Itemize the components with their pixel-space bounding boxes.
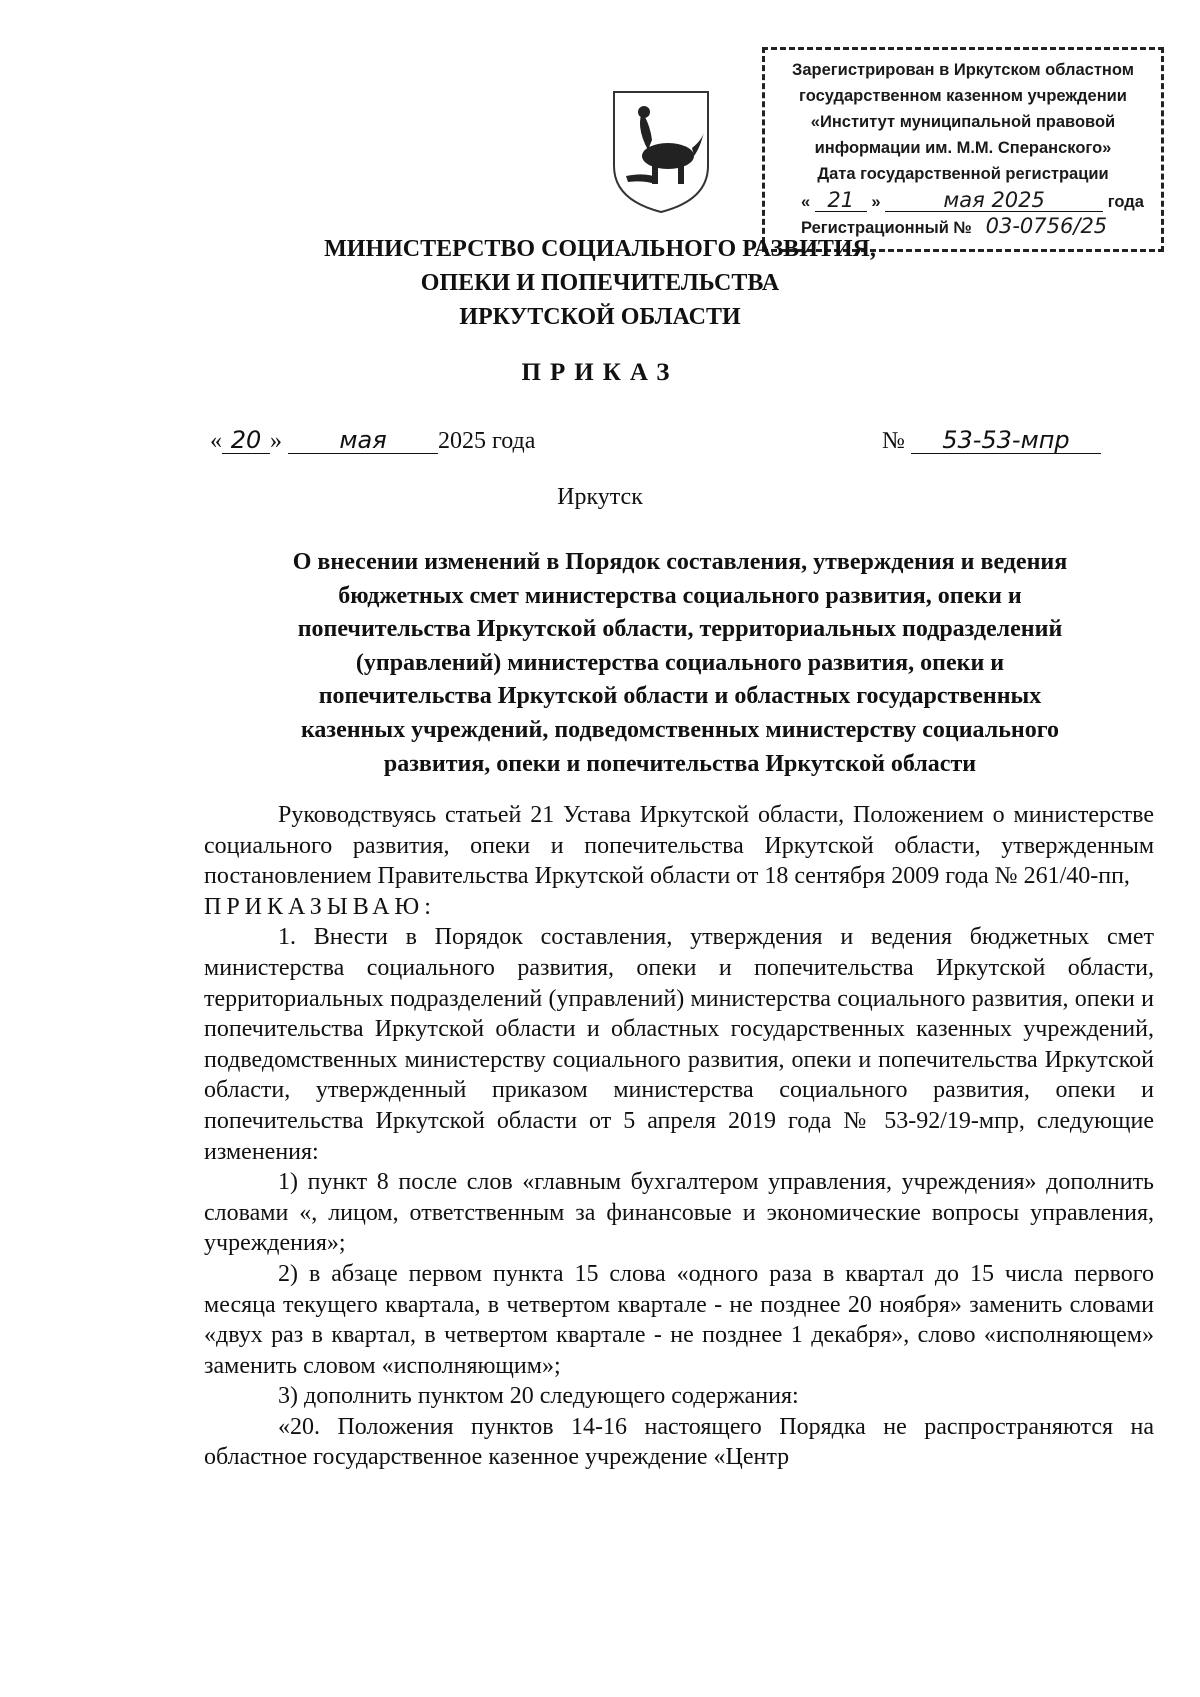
title-line-7: развития, опеки и попечительства Иркутской области [383,750,977,777]
order-number [882,426,1101,456]
order-number-value: 53-53-мпр [911,427,1101,454]
stamp-reg-label: Регистрационный № [801,219,972,237]
ministry-line-3: ИРКУТСКОЙ ОБЛАСТИ [459,304,741,330]
order-city: Иркутск [557,484,643,510]
stamp-date-day: 21 [815,189,867,212]
title-line-3: попечительства Иркутской области, территориальных подразделений [297,616,1063,643]
stamp-date-open: « [801,193,811,211]
title-line-5: попечительства Иркутской области и областных государственных [318,683,1042,710]
document-title [210,546,1150,781]
stamp-date-month-year: мая 2025 [885,189,1103,212]
ministry-line-2: ОПЕКИ И ПОПЕЧИТЕЛЬСТВА [420,270,780,296]
quote-paragraph: «20. Положения пунктов 14-16 настоящего Порядка не распространяются на областное государственное казенное учреждение «Центр [204,1413,1154,1471]
ministry-heading [0,232,1200,334]
coat-of-arms-emblem [606,88,716,216]
stamp-date-line [765,189,1161,215]
order-date-month: мая [288,427,438,454]
subitem-2-paragraph: 2) в абзаце первом пункта 15 слова «одного раза в квартал до 15 числа первого месяца текущего квартала, в четвертом квартале - не позднее 20 ноября» заменить словами «двух раз в квартал, в четвертом квартале - не позднее 1 декабря», слово «исполняющем» заменить словом «исполняющим»; [204,1260,1154,1379]
stamp-date-suffix: года [1107,193,1144,211]
document-body [204,800,1154,1473]
title-line-4: (управлений) министерства социального развития, опеки и [355,649,1005,676]
item-1-paragraph: 1. Внести в Порядок составления, утверждения и ведения бюджетных смет министерства социального развития, опеки и попечительства Иркутской области, территориальных подразделений (управлений) министерства социального развития, опеки и попечительства Иркутской области и областных государственных казенных учреждений, подведомственных министерству социального развития, опеки и попечительства Иркутской области, утвержденный приказом министерства социального развития, опеки и попечительства Иркутской области от 5 апреля 2019 года № 53-92/19-мпр, следующие изменения: [204,924,1154,1165]
preamble-paragraph: Руководствуясь статьей 21 Устава Иркутской области, Положением о министерстве социального развития, опеки и попечительства Иркутской области, утвержденным постановлением Правительства Иркутской области от 18 сентября 2009 года № 261/40-пп, [204,802,1154,890]
subitem-1-paragraph: 1) пункт 8 после слов «главным бухгалтером управления, учреждения» дополнить словами «, лицом, ответственным за финансовые и экономические вопросы управления, учреждения»; [204,1169,1154,1257]
stamp-date-close: » [871,193,881,211]
stamp-line-3: «Институт муниципальной правовой [810,113,1116,131]
stamp-line-4: информации им. М.М. Сперанского» [814,139,1112,157]
order-number-label: № [882,428,905,454]
order-word: ПРИКАЗЫВАЮ: [204,893,436,920]
stamp-line-1: Зарегистрирован в Иркутском областном [792,61,1134,79]
order-date-year: 2025 года [438,428,536,454]
order-title: ПРИКАЗ [521,359,679,386]
stamp-line-2: государственном казенном учреждении [799,87,1127,105]
subitem-3-paragraph: 3) дополнить пунктом 20 следующего содержания: [278,1383,799,1410]
order-date [210,426,535,456]
order-date-open: « [210,428,222,454]
stamp-line-5: Дата государственной регистрации [817,165,1109,183]
ministry-line-1: МИНИСТЕРСТВО СОЦИАЛЬНОГО РАЗВИТИЯ, [324,236,876,262]
order-date-close: » [270,428,282,454]
title-line-2: бюджетных смет министерства социального развития, опеки и [338,582,1022,609]
title-line-6: казенных учреждений, подведомственных министерству социального [300,716,1060,743]
title-line-1: О внесении изменений в Порядок составления, утверждения и ведения [292,549,1068,575]
registration-stamp [762,47,1164,252]
stamp-reg-number: 03-0756/25 [985,214,1108,238]
order-date-day: 20 [222,427,270,454]
